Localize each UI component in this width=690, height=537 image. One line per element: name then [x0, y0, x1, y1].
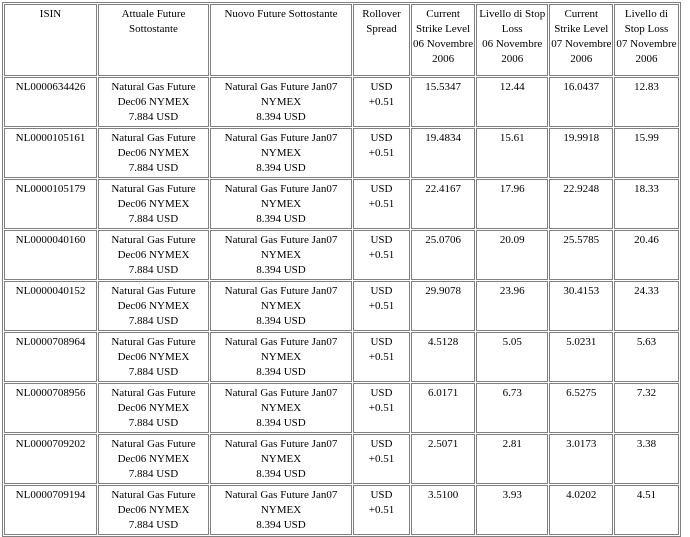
- attuale-future-cell-line: Dec06 NYMEX: [117, 504, 190, 516]
- rollover-spread-cell: [353, 383, 410, 433]
- table-row: [4, 281, 679, 331]
- rollover-spread-cell-line: +0.51: [368, 147, 395, 159]
- strike-level-06-cell: 4.5128: [411, 332, 475, 382]
- attuale-future-cell-line: Dec06 NYMEX: [117, 96, 190, 108]
- header-line: 07 Novembre: [551, 38, 612, 50]
- header-line: 07 Novembre: [616, 38, 677, 50]
- stop-loss-07-header: [614, 4, 678, 76]
- isin-cell: NL0000709194: [4, 485, 97, 535]
- header-line: 2006: [432, 53, 455, 65]
- rollover-spread-cell-line: +0.51: [368, 351, 395, 363]
- attuale-future-cell-line: Natural Gas Future: [111, 234, 196, 246]
- attuale-future-cell-line: Natural Gas Future: [111, 132, 196, 144]
- nuovo-future-cell-line: 8.394 USD: [256, 111, 306, 123]
- stop-loss-07-cell: 7.32: [614, 383, 678, 433]
- table-row: [4, 179, 679, 229]
- table-row: [4, 383, 679, 433]
- nuovo-future-cell-line: 8.394 USD: [256, 162, 306, 174]
- attuale-future-cell-line: Natural Gas Future: [111, 438, 196, 450]
- nuovo-future-cell-line: 8.394 USD: [256, 264, 306, 276]
- stop-loss-06-cell: 17.96: [476, 179, 548, 229]
- nuovo-future-cell-line: NYMEX: [260, 198, 302, 210]
- rollover-spread-cell-line: USD: [370, 81, 393, 93]
- strike-level-07-cell: 22.9248: [549, 179, 613, 229]
- rollover-spread-header: [353, 4, 410, 76]
- strike-level-07-header: [549, 4, 613, 76]
- attuale-future-cell-line: 7.884 USD: [128, 264, 179, 276]
- nuovo-future-cell: [210, 383, 352, 433]
- stop-loss-06-cell: 6.73: [476, 383, 548, 433]
- attuale-future-cell-line: Dec06 NYMEX: [117, 147, 190, 159]
- table-row: [4, 230, 679, 280]
- attuale-future-cell: [98, 230, 209, 280]
- stop-loss-06-cell: 2.81: [476, 434, 548, 484]
- nuovo-future-cell: [210, 434, 352, 484]
- strike-level-06-cell: 25.0706: [411, 230, 475, 280]
- header-line: 2006: [570, 53, 593, 65]
- strike-level-06-cell: 29.9078: [411, 281, 475, 331]
- nuovo-future-cell-line: Natural Gas Future Jan07: [224, 336, 338, 348]
- strike-level-06-cell: 2.5071: [411, 434, 475, 484]
- header-line: Current: [564, 8, 599, 20]
- nuovo-future-cell-line: NYMEX: [260, 402, 302, 414]
- header-line: Strike Level: [416, 23, 471, 35]
- table-row: [4, 77, 679, 127]
- rollover-spread-cell-line: USD: [370, 132, 393, 144]
- rollover-spread-cell-line: USD: [370, 489, 393, 501]
- rollover-spread-cell: [353, 128, 410, 178]
- attuale-future-cell-line: Natural Gas Future: [111, 285, 196, 297]
- nuovo-future-header: [210, 4, 352, 76]
- strike-level-06-cell: 6.0171: [411, 383, 475, 433]
- attuale-future-cell-line: Natural Gas Future: [111, 387, 196, 399]
- nuovo-future-cell-line: 8.394 USD: [256, 468, 306, 480]
- rollover-spread-cell: [353, 485, 410, 535]
- rollover-spread-cell: [353, 332, 410, 382]
- header-line: Livello di: [624, 8, 668, 20]
- strike-level-06-cell: 19.4834: [411, 128, 475, 178]
- header-line: Spread: [366, 23, 397, 35]
- isin-cell: NL0000105179: [4, 179, 97, 229]
- nuovo-future-cell-line: 8.394 USD: [256, 366, 306, 378]
- rollover-spread-cell-line: +0.51: [368, 402, 395, 414]
- stop-loss-07-cell: 3.38: [614, 434, 678, 484]
- attuale-future-cell-line: 7.884 USD: [128, 111, 179, 123]
- strike-level-07-cell: 25.5785: [549, 230, 613, 280]
- strike-level-06-cell: 15.5347: [411, 77, 475, 127]
- rollover-spread-cell: [353, 281, 410, 331]
- stop-loss-07-cell: 4.51: [614, 485, 678, 535]
- nuovo-future-cell-line: Natural Gas Future Jan07: [224, 183, 338, 195]
- nuovo-future-cell-line: NYMEX: [260, 504, 302, 516]
- rollover-spread-cell-line: USD: [370, 387, 393, 399]
- strike-level-06-header: [411, 4, 475, 76]
- attuale-future-cell-line: 7.884 USD: [128, 417, 179, 429]
- attuale-future-cell-line: Dec06 NYMEX: [117, 351, 190, 363]
- stop-loss-06-cell: 12.44: [476, 77, 548, 127]
- strike-level-07-cell: 3.0173: [549, 434, 613, 484]
- rollover-spread-cell-line: +0.51: [368, 300, 395, 312]
- attuale-future-cell-line: Natural Gas Future: [111, 183, 196, 195]
- nuovo-future-cell-line: Natural Gas Future Jan07: [224, 438, 338, 450]
- strike-level-06-cell: 3.5100: [411, 485, 475, 535]
- nuovo-future-cell-line: Natural Gas Future Jan07: [224, 285, 338, 297]
- nuovo-future-cell-line: Natural Gas Future Jan07: [224, 81, 338, 93]
- stop-loss-06-header: [476, 4, 548, 76]
- attuale-future-cell-line: 7.884 USD: [128, 162, 179, 174]
- nuovo-future-cell-line: 8.394 USD: [256, 315, 306, 327]
- nuovo-future-cell: [210, 128, 352, 178]
- stop-loss-07-cell: 20.46: [614, 230, 678, 280]
- header-line: Nuovo Future Sottostante: [224, 8, 338, 20]
- stop-loss-07-cell: 18.33: [614, 179, 678, 229]
- nuovo-future-cell-line: NYMEX: [260, 147, 302, 159]
- attuale-future-cell-line: 7.884 USD: [128, 315, 179, 327]
- header-line: Sottostante: [129, 23, 178, 35]
- attuale-future-cell: [98, 485, 209, 535]
- header-row: [4, 4, 679, 76]
- nuovo-future-cell-line: Natural Gas Future Jan07: [224, 489, 338, 501]
- rollover-spread-cell-line: +0.51: [368, 453, 395, 465]
- isin-cell: NL0000040152: [4, 281, 97, 331]
- attuale-future-cell: [98, 332, 209, 382]
- attuale-future-cell-line: 7.884 USD: [128, 366, 179, 378]
- rollover-spread-cell-line: +0.51: [368, 504, 395, 516]
- header-line: Strike Level: [554, 23, 609, 35]
- nuovo-future-cell-line: 8.394 USD: [256, 213, 306, 225]
- attuale-future-cell: [98, 128, 209, 178]
- strike-level-07-cell: 4.0202: [549, 485, 613, 535]
- rollover-spread-cell: [353, 230, 410, 280]
- table-body: [4, 77, 679, 535]
- nuovo-future-cell-line: Natural Gas Future Jan07: [224, 387, 338, 399]
- rollover-table: [2, 2, 681, 537]
- isin-cell: NL0000708964: [4, 332, 97, 382]
- nuovo-future-cell-line: Natural Gas Future Jan07: [224, 234, 338, 246]
- header-line: 06 Novembre: [482, 38, 543, 50]
- rollover-spread-cell-line: +0.51: [368, 249, 395, 261]
- nuovo-future-cell-line: NYMEX: [260, 300, 302, 312]
- attuale-future-cell-line: Dec06 NYMEX: [117, 198, 190, 210]
- attuale-future-cell: [98, 434, 209, 484]
- nuovo-future-cell-line: 8.394 USD: [256, 519, 306, 531]
- nuovo-future-cell: [210, 230, 352, 280]
- nuovo-future-cell: [210, 179, 352, 229]
- attuale-future-cell: [98, 383, 209, 433]
- isin-cell: NL0000105161: [4, 128, 97, 178]
- nuovo-future-cell-line: NYMEX: [260, 249, 302, 261]
- isin-cell: NL0000709202: [4, 434, 97, 484]
- nuovo-future-cell-line: NYMEX: [260, 453, 302, 465]
- nuovo-future-cell-line: NYMEX: [260, 351, 302, 363]
- isin-cell: NL0000634426: [4, 77, 97, 127]
- table-row: [4, 434, 679, 484]
- attuale-future-cell-line: 7.884 USD: [128, 468, 179, 480]
- table-row: [4, 485, 679, 535]
- rollover-spread-cell-line: USD: [370, 285, 393, 297]
- rollover-spread-cell-line: USD: [370, 183, 393, 195]
- stop-loss-07-cell: 24.33: [614, 281, 678, 331]
- nuovo-future-cell-line: Natural Gas Future Jan07: [224, 132, 338, 144]
- nuovo-future-cell: [210, 77, 352, 127]
- rollover-spread-cell: [353, 77, 410, 127]
- strike-level-07-cell: 5.0231: [549, 332, 613, 382]
- nuovo-future-cell-line: NYMEX: [260, 96, 302, 108]
- stop-loss-07-cell: 5.63: [614, 332, 678, 382]
- nuovo-future-cell: [210, 485, 352, 535]
- attuale-future-cell-line: Natural Gas Future: [111, 336, 196, 348]
- attuale-future-cell-line: Natural Gas Future: [111, 81, 196, 93]
- rollover-spread-cell-line: +0.51: [368, 198, 395, 210]
- stop-loss-06-cell: 3.93: [476, 485, 548, 535]
- rollover-spread-cell: [353, 434, 410, 484]
- attuale-future-cell-line: 7.884 USD: [128, 213, 179, 225]
- attuale-future-cell-line: Dec06 NYMEX: [117, 402, 190, 414]
- header-line: Stop Loss: [624, 23, 669, 35]
- rollover-spread-cell-line: USD: [370, 234, 393, 246]
- attuale-future-cell-line: 7.884 USD: [128, 519, 179, 531]
- table-row: [4, 128, 679, 178]
- stop-loss-07-cell: 15.99: [614, 128, 678, 178]
- strike-level-06-cell: 22.4167: [411, 179, 475, 229]
- nuovo-future-cell: [210, 281, 352, 331]
- header-line: Loss: [501, 23, 523, 35]
- strike-level-07-cell: 16.0437: [549, 77, 613, 127]
- header-line: Current: [426, 8, 460, 20]
- strike-level-07-cell: 30.4153: [549, 281, 613, 331]
- stop-loss-06-cell: 5.05: [476, 332, 548, 382]
- attuale-future-cell: [98, 179, 209, 229]
- header-line: 2006: [501, 53, 524, 65]
- header-line: Attuale Future: [121, 8, 186, 20]
- attuale-future-cell-line: Natural Gas Future: [111, 489, 196, 501]
- attuale-future-cell: [98, 281, 209, 331]
- strike-level-07-cell: 19.9918: [549, 128, 613, 178]
- stop-loss-06-cell: 15.61: [476, 128, 548, 178]
- attuale-future-cell-line: Dec06 NYMEX: [117, 453, 190, 465]
- header-line: Livello di Stop: [479, 8, 546, 20]
- attuale-future-header: [98, 4, 209, 76]
- isin-cell: NL0000708956: [4, 383, 97, 433]
- attuale-future-cell: [98, 77, 209, 127]
- table-row: [4, 332, 679, 382]
- attuale-future-cell-line: Dec06 NYMEX: [117, 249, 190, 261]
- rollover-spread-cell-line: +0.51: [368, 96, 395, 108]
- rollover-spread-cell: [353, 179, 410, 229]
- nuovo-future-cell-line: 8.394 USD: [256, 417, 306, 429]
- isin-header: [4, 4, 97, 76]
- attuale-future-cell-line: Dec06 NYMEX: [117, 300, 190, 312]
- rollover-spread-cell-line: USD: [370, 438, 393, 450]
- stop-loss-07-cell: 12.83: [614, 77, 678, 127]
- stop-loss-06-cell: 23.96: [476, 281, 548, 331]
- isin-cell: NL0000040160: [4, 230, 97, 280]
- header-line: 2006: [635, 53, 658, 65]
- header-line: ISIN: [39, 8, 62, 20]
- rollover-spread-cell-line: USD: [370, 336, 393, 348]
- strike-level-07-cell: 6.5275: [549, 383, 613, 433]
- stop-loss-06-cell: 20.09: [476, 230, 548, 280]
- nuovo-future-cell: [210, 332, 352, 382]
- header-line: Rollover: [362, 8, 401, 20]
- header-line: 06 Novembre: [413, 38, 474, 50]
